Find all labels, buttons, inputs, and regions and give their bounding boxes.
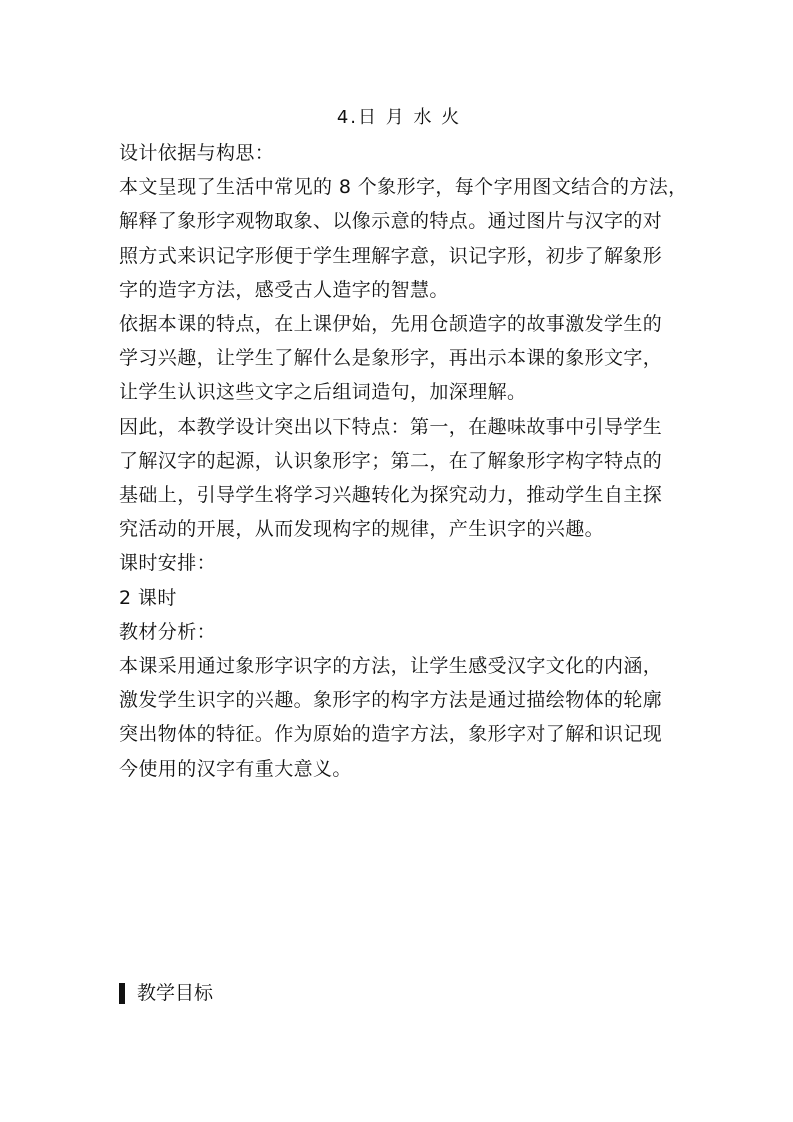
paragraph-line: 解释了象形字观物取象、以像示意的特点。通过图片与汉字的对 [119, 210, 663, 233]
paragraph-line: 依据本课的特点，在上课伊始，先用仓颉造字的故事激发学生的 [119, 313, 663, 336]
paragraph-line: 学习兴趣，让学生了解什么是象形字，再出示本课的象形文字， [119, 347, 663, 370]
paragraph-line: 了解汉字的起源，认识象形字；第二，在了解象形字构字特点的 [119, 449, 663, 472]
paragraph-line: 字的造字方法，感受古人造字的智慧。 [119, 278, 449, 301]
paragraph-line: 让学生认识这些文字之后组词造句，加深理解。 [119, 381, 527, 404]
paragraph-line: 突出物体的特征。作为原始的造字方法，象形字对了解和识记现 [119, 723, 663, 746]
document-title: 4.日 月 水 火 [336, 107, 462, 128]
paragraph-line: 照方式来识记字形便于学生理解字意，识记字形，初步了解象形 [119, 244, 663, 267]
paragraph-line: 今使用的汉字有重大意义。 [119, 757, 352, 780]
document-body [119, 104, 688, 786]
heading-material-analysis: 教材分析： [119, 620, 217, 643]
schedule-value: 2 课时 [119, 586, 177, 609]
paragraph-line: 本文呈现了生活中常见的 8 个象形字，每个字用图文结合的方法， [119, 176, 688, 199]
paragraph-line: 本课采用通过象形字识字的方法，让学生感受汉字文化的内涵， [119, 655, 663, 678]
heading-schedule: 课时安排： [119, 552, 217, 575]
paragraph-line: 因此，本教学设计突出以下特点：第一，在趣味故事中引导学生 [119, 415, 663, 438]
section-bar-icon [119, 983, 125, 1004]
section-heading-label: 教学目标 [137, 982, 214, 1004]
paragraph-line: 激发学生识字的兴趣。象形字的构字方法是通过描绘物体的轮廓 [119, 689, 663, 712]
heading-design-basis: 设计依据与构思： [119, 142, 275, 164]
paragraph-line: 基础上，引导学生将学习兴趣转化为探究动力，推动学生自主探 [119, 484, 663, 507]
paragraph-line: 究活动的开展，从而发现构字的规律，产生识字的兴趣。 [119, 518, 605, 541]
section-heading [119, 978, 213, 1008]
